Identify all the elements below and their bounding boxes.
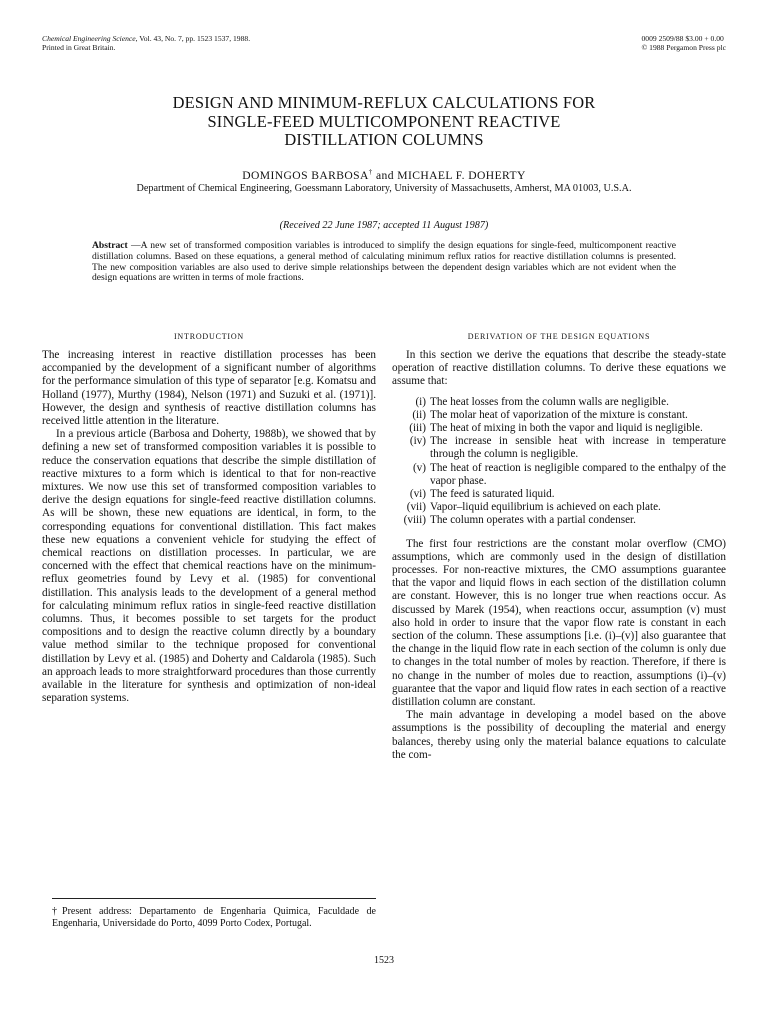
list-item — [392, 501, 726, 514]
author-conjunction: and — [372, 168, 398, 182]
journal-header — [42, 34, 250, 52]
affiliation: Department of Chemical Engineering, Goessmann Laboratory, University of Massachusetts, Amherst, MA 01003, U.S.A. — [136, 183, 632, 194]
title-line-2: SINGLE-FEED MULTICOMPONENT REACTIVE — [207, 111, 561, 131]
item-text: The heat losses from the column walls are negligible. — [430, 395, 669, 408]
item-number: (vii) — [406, 501, 426, 514]
item-text: The increase in sensible heat with increase in temperature through the column is negligible. — [430, 435, 726, 461]
list-item — [392, 462, 726, 488]
received-text: (Received 22 June 1987; accepted 11 August 1987) — [279, 220, 489, 231]
dagger-mark: † — [368, 168, 373, 176]
item-text: Vapor–liquid equilibrium is achieved on each plate. — [430, 501, 661, 514]
derivation-heading: DERIVATION OF THE DESIGN EQUATIONS — [467, 332, 651, 341]
list-item — [392, 488, 726, 501]
item-text: The heat of reaction is negligible compared to the enthalpy of the vapor phase. — [430, 461, 726, 487]
footnote: †Present address: Departamento de Engenharia Quimica, Faculdade de Engenharia, Universidade do Porto, 4099 Porto Codex, Portugal. — [52, 906, 376, 929]
derivation-paragraph-2: The first four restrictions are the constant molar overflow (CMO) assumptions, which are commonly used in the design of distillation processes. For non-reactive mixtures, the CMO assumptions guarantee that the vapor and liquid flows in each section of the distillation column are constant. However, this is no longer true when reactions occur. As discussed by Marek (1954), when reactions occur, assumption (v) must also hold in order to insure that the vapor flow rate is constant in each section of the column. These assumptions [i.e. (i)–(v)] also guarantee that the change in the liquid flow rate in each section of the column is only due to changes in the total number of moles by reaction. Therefore, if there is no change in the number of moles due to reaction, assumptions (i)–(v) guarantee that the vapor and liquid flow rates in each section of a reactive distillation column are constant. — [392, 537, 726, 709]
left-column — [42, 332, 376, 705]
item-text: The molar heat of vaporization of the mixture is constant. — [430, 408, 688, 421]
list-item — [392, 514, 726, 527]
author-list — [60, 168, 708, 182]
list-item — [392, 409, 726, 422]
paper-title — [60, 94, 708, 150]
abstract — [92, 241, 676, 284]
footnote-divider — [52, 898, 376, 899]
author-2: MICHAEL F. DOHERTY — [397, 168, 526, 182]
right-column — [392, 332, 726, 762]
derivation-paragraph-1: In this section we derive the equations that describe the steady-state operation of reactive distillation columns. To derive these equations we assume that: — [392, 349, 726, 388]
introduction-paragraph-2: In a previous article (Barbosa and Doherty, 1988b), we showed that by defining a new set of transformed composition variables it is possible to reduce the conservation equations that describe the simple distillation of reactive mixtures to a form which is identical to that for non-reactive mixtures. We now use this set of transformed composition variables to derive the design equations for single-feed reactive distillation columns. As will be shown, these new equations are identical, in form, to the corresponding equations for conventional distillation. This fact makes these new equations a convenient vehicle for studying the effect of chemical reactions on distillation processes. In particular, we are concerned with the effect that chemical reactions have on the minimum-reflux geometries found by Levy et al. (1985) for conventional distillation. This analysis leads to the development of a general method for calculating minimum reflux ratios in single-feed reactive distillation columns. Thus, it becomes possible to set targets for the product compositions and to design the reactive column directly by a boundary value method similar to the technique proposed for conventional distillation by Levy et al. (1985) and Doherty and Caldarola (1985). Such an approach leads to more straightforward procedures than those currently available in the literature for synthesis and optimization of non-ideal separation systems. — [42, 428, 376, 705]
title-line-1: DESIGN AND MINIMUM-REFLUX CALCULATIONS FOR — [172, 93, 596, 112]
derivation-paragraph-3: The main advantage in developing a model based on the above assumptions is the possibility of decoupling the material and energy balances, thereby using only the material balance equations to calculate the com- — [392, 709, 726, 761]
list-item — [392, 422, 726, 435]
item-number: (vi) — [409, 488, 426, 501]
abstract-text: —A new set of transformed composition variables is introduced to simplify the design equations for single-feed, multicomponent reactive distillation columns. Based on these equations, a general method of calculating minimum reflux ratios for reactive distillation columns is presented. The new composition variables are also used to derive simple relationships between the dependent design variables which are not evident when the design equations are written in terms of mole fractions. — [92, 240, 676, 284]
journal-name: Chemical Engineering Science — [42, 34, 136, 43]
list-item — [392, 435, 726, 461]
list-item — [392, 396, 726, 409]
article-code: 0009 2509/88 $3.00 + 0.00 — [641, 34, 724, 43]
received-dates — [60, 220, 708, 231]
page-number: 1523 — [374, 955, 394, 966]
abstract-label: Abstract — [92, 240, 128, 251]
introduction-paragraph-1: The increasing interest in reactive distillation processes has been accompanied by the development of a significant number of algorithms for the performance simulation of this type of separator [e.g. Komatsu and Holland (1977), Murthy (1984), Nelson (1971) and Suzuki et al. (1971)]. However, the design and synthesis of reactive distillation columns has received little attention in the literature. — [42, 349, 376, 428]
item-number: (ii) — [412, 408, 426, 421]
printed-note: Printed in Great Britain. — [42, 43, 116, 52]
item-text: The heat of mixing in both the vapor and liquid is negligible. — [430, 422, 703, 435]
assumption-list — [392, 396, 726, 528]
journal-citation: , Vol. 43, No. 7, pp. 1523 1537, 1988. — [135, 34, 251, 43]
author-1: DOMINGOS BARBOSA — [242, 168, 369, 182]
introduction-heading: INTRODUCTION — [173, 332, 245, 341]
item-number: (iv) — [409, 435, 426, 448]
item-text: The feed is saturated liquid. — [430, 488, 555, 501]
copyright-note: © 1988 Pergamon Press plc — [641, 43, 726, 52]
item-text: The column operates with a partial condenser. — [430, 514, 636, 527]
item-number: (v) — [412, 461, 426, 474]
item-number: (iii) — [409, 422, 426, 435]
item-number: (viii) — [403, 514, 426, 527]
item-number: (i) — [415, 395, 426, 408]
publisher-header — [641, 34, 726, 52]
title-line-3: DISTILLATION COLUMNS — [284, 130, 484, 149]
